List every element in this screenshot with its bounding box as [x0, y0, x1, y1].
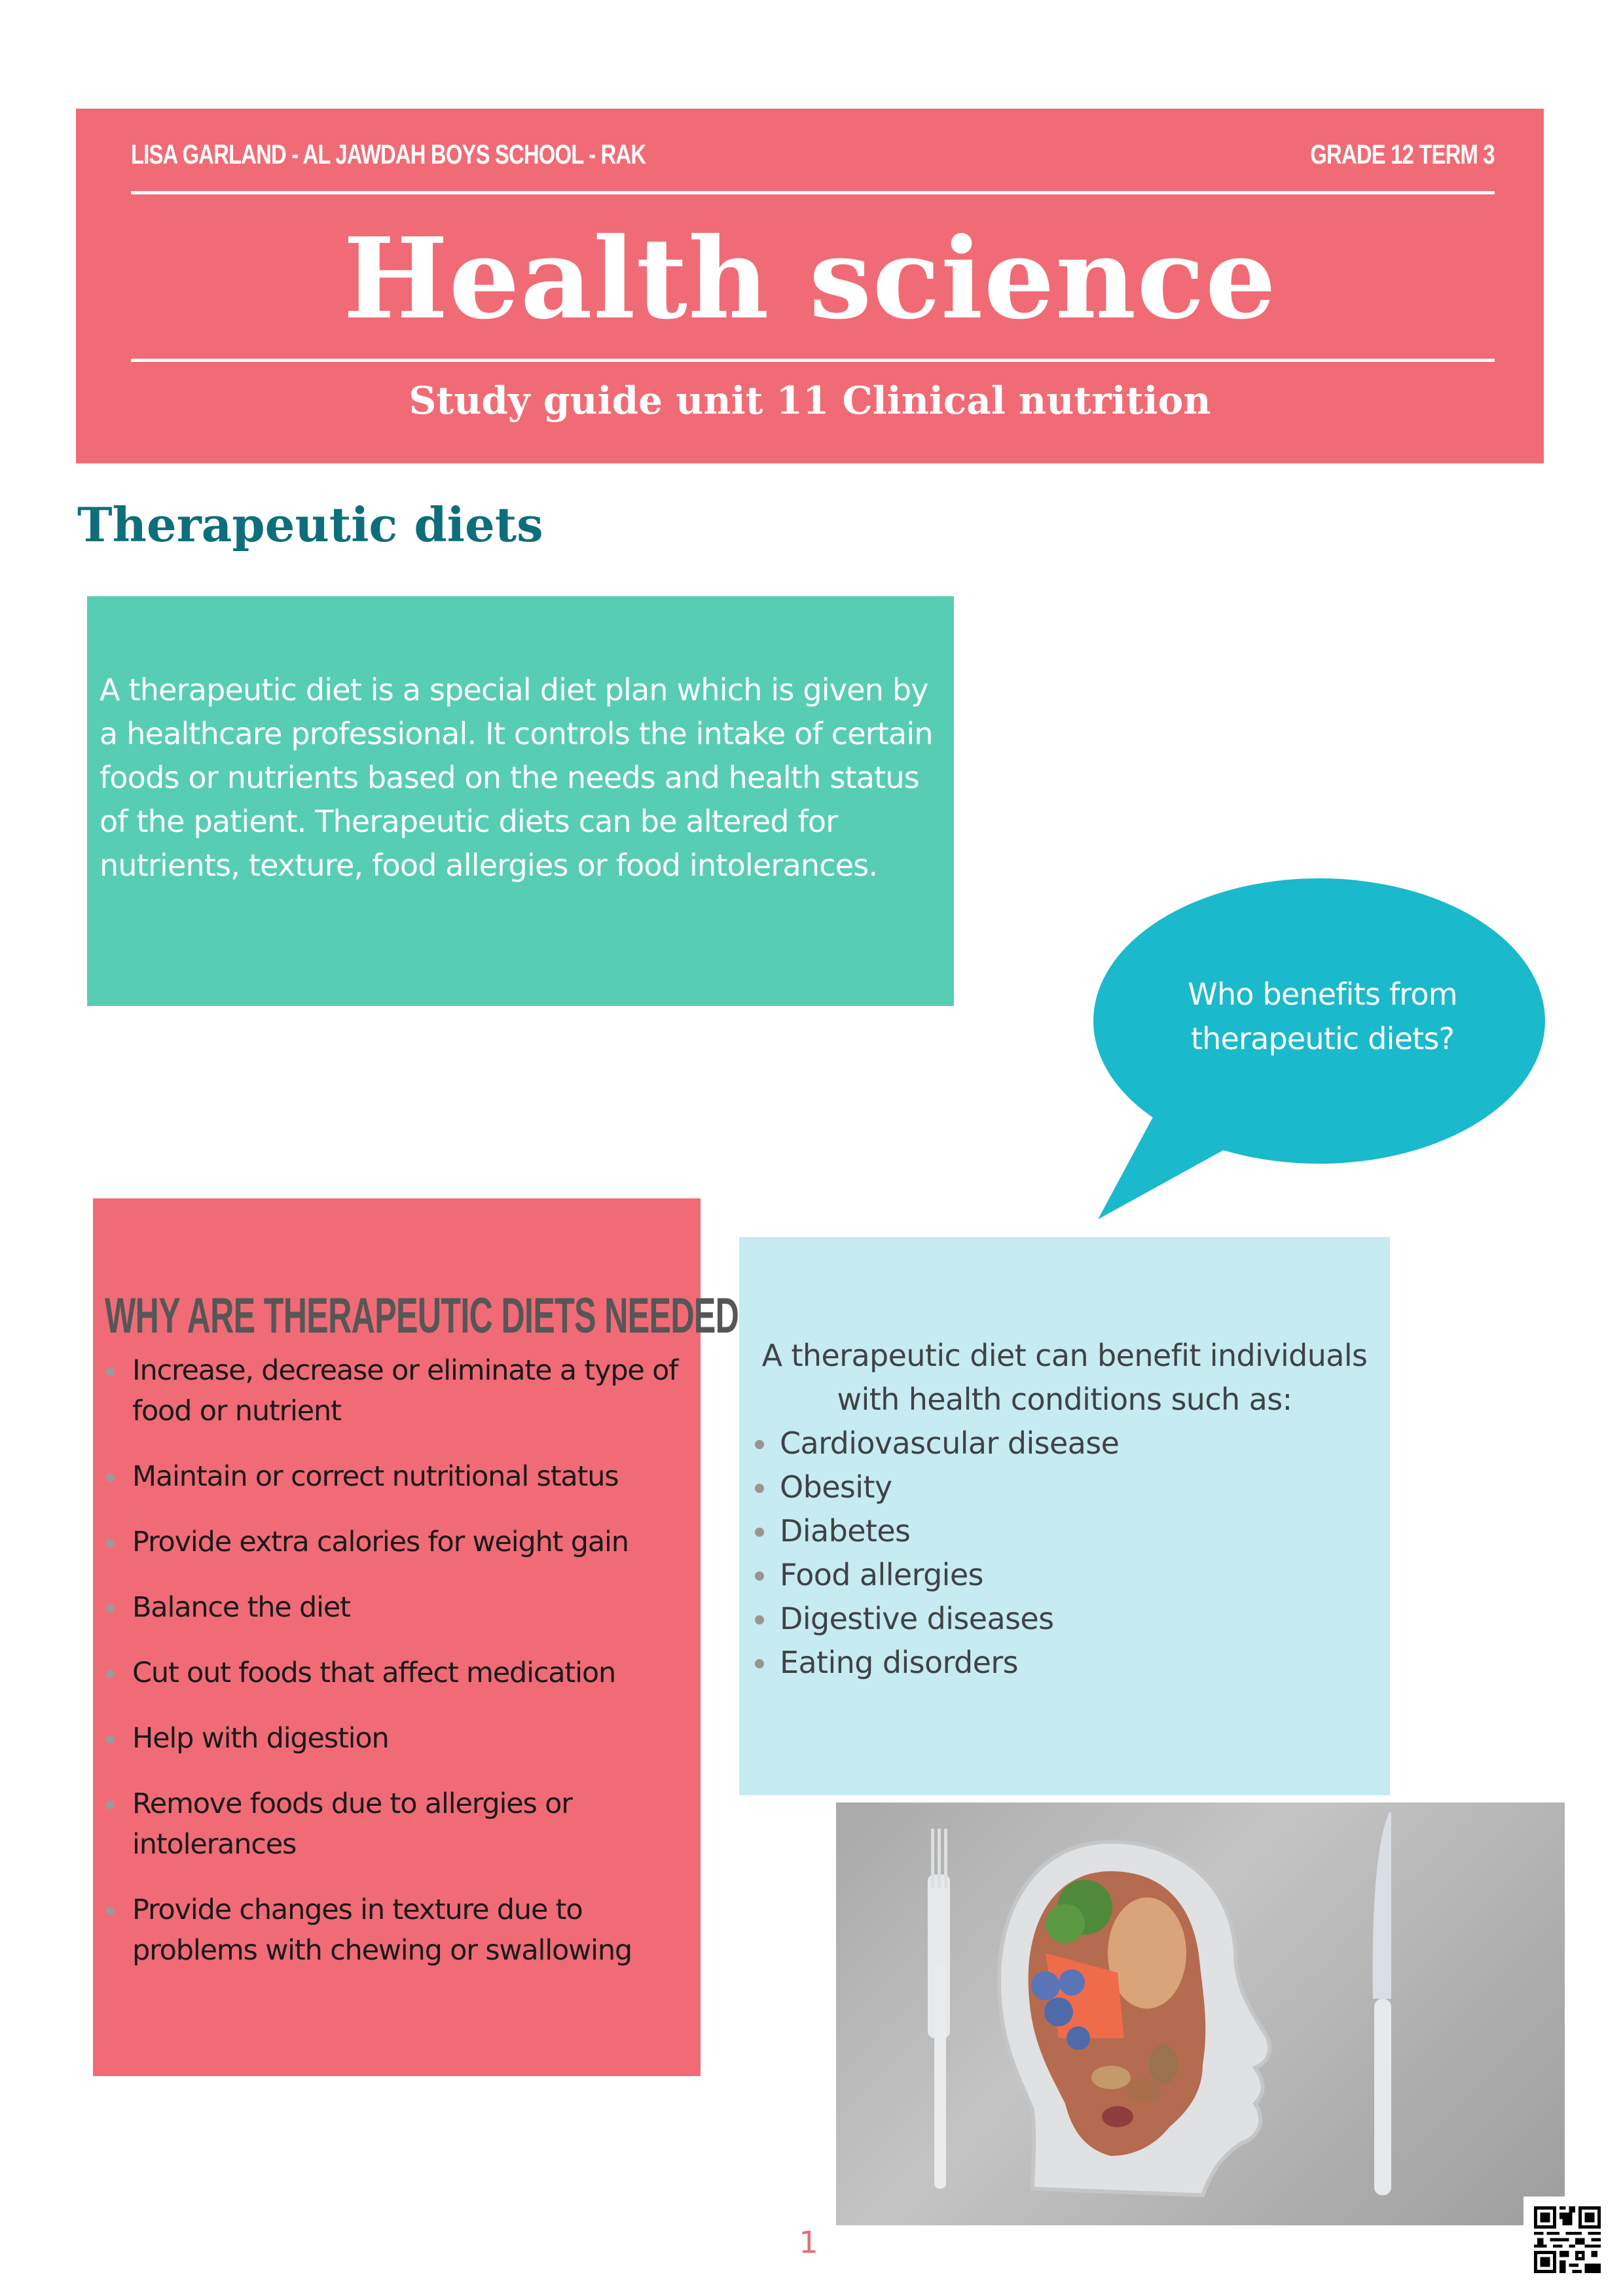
list-item: Obesity — [750, 1465, 1119, 1509]
bubble-line-2: therapeutic diets? — [1190, 1021, 1455, 1056]
list-item: Balance the diet — [105, 1587, 694, 1628]
section-title: Therapeutic diets — [77, 497, 543, 552]
page-number: 1 — [799, 2225, 818, 2260]
why-needed-heading: WHY ARE THERAPEUTIC DIETS NEEDED — [105, 1288, 739, 1344]
list-item: Eating disorders — [750, 1641, 1119, 1685]
bullet-icon — [106, 1604, 115, 1613]
bullet-icon — [755, 1615, 764, 1624]
why-needed-list — [105, 1350, 694, 1996]
header-divider-bottom — [131, 359, 1495, 362]
list-item: Help with digestion — [105, 1718, 694, 1759]
bullet-icon — [106, 1907, 115, 1915]
benefits-intro: A therapeutic diet can benefit individuals with health conditions such as: — [761, 1338, 1368, 1417]
bullet-icon — [106, 1367, 115, 1376]
bubble-line-1: Who benefits from — [1188, 977, 1457, 1012]
benefits-list — [750, 1422, 1119, 1685]
header-banner — [76, 109, 1544, 463]
bullet-icon — [755, 1484, 764, 1493]
list-item: Cut out foods that affect medication — [105, 1653, 694, 1693]
bullet-icon — [106, 1670, 115, 1678]
list-item: Provide changes in texture due to problems with chewing or swallowing — [105, 1890, 694, 1971]
grade-term-label: GRADE 12 TERM 3 — [1310, 139, 1495, 170]
definition-text: A therapeutic diet is a special diet plan which is given by a healthcare professional. It controls the intake of certain foods or nutrients based on the needs and health status of the patient. Therapeutic diets can be altered for nutrients, texture, food allergies or food intolerances. — [100, 672, 933, 883]
food-plate-illustration-icon — [836, 1803, 1565, 2225]
benefits-box — [739, 1237, 1390, 1795]
list-item: Digestive diseases — [750, 1597, 1119, 1641]
fork-icon — [928, 1829, 950, 2189]
bullet-icon — [106, 1735, 115, 1744]
qr-code[interactable] — [1523, 2197, 1623, 2296]
definition-box — [87, 596, 954, 1006]
healthy-food-head-plate-image — [836, 1803, 1565, 2225]
bullet-icon — [106, 1801, 115, 1809]
bullet-icon — [755, 1659, 764, 1668]
list-item: Remove foods due to allergies or intolerances — [105, 1784, 694, 1865]
head-plate-icon — [999, 1842, 1269, 2195]
author-school-label: LISA GARLAND - AL JAWDAH BOYS SCHOOL - RAK — [131, 139, 646, 170]
bullet-icon — [106, 1473, 115, 1482]
list-item: Food allergies — [750, 1553, 1119, 1597]
bullet-icon — [755, 1528, 764, 1537]
list-item: Cardiovascular disease — [750, 1422, 1119, 1465]
bullet-icon — [106, 1539, 115, 1547]
bullet-icon — [755, 1571, 764, 1581]
list-item: Increase, decrease or eliminate a type of food or nutrient — [105, 1350, 694, 1431]
list-item: Diabetes — [750, 1509, 1119, 1553]
bullet-icon — [755, 1440, 764, 1449]
document-subtitle: Study guide unit 11 Clinical nutrition — [409, 378, 1211, 423]
list-item: Maintain or correct nutritional status — [105, 1456, 694, 1497]
list-item: Provide extra calories for weight gain — [105, 1522, 694, 1562]
speech-bubble — [1087, 870, 1558, 1230]
knife-icon — [1373, 1812, 1391, 2195]
header-divider-top — [131, 191, 1495, 194]
qr-code-icon — [1534, 2206, 1601, 2273]
document-title: Health science — [342, 213, 1277, 344]
bubble-question — [1113, 972, 1532, 1061]
why-needed-box — [93, 1198, 739, 2076]
